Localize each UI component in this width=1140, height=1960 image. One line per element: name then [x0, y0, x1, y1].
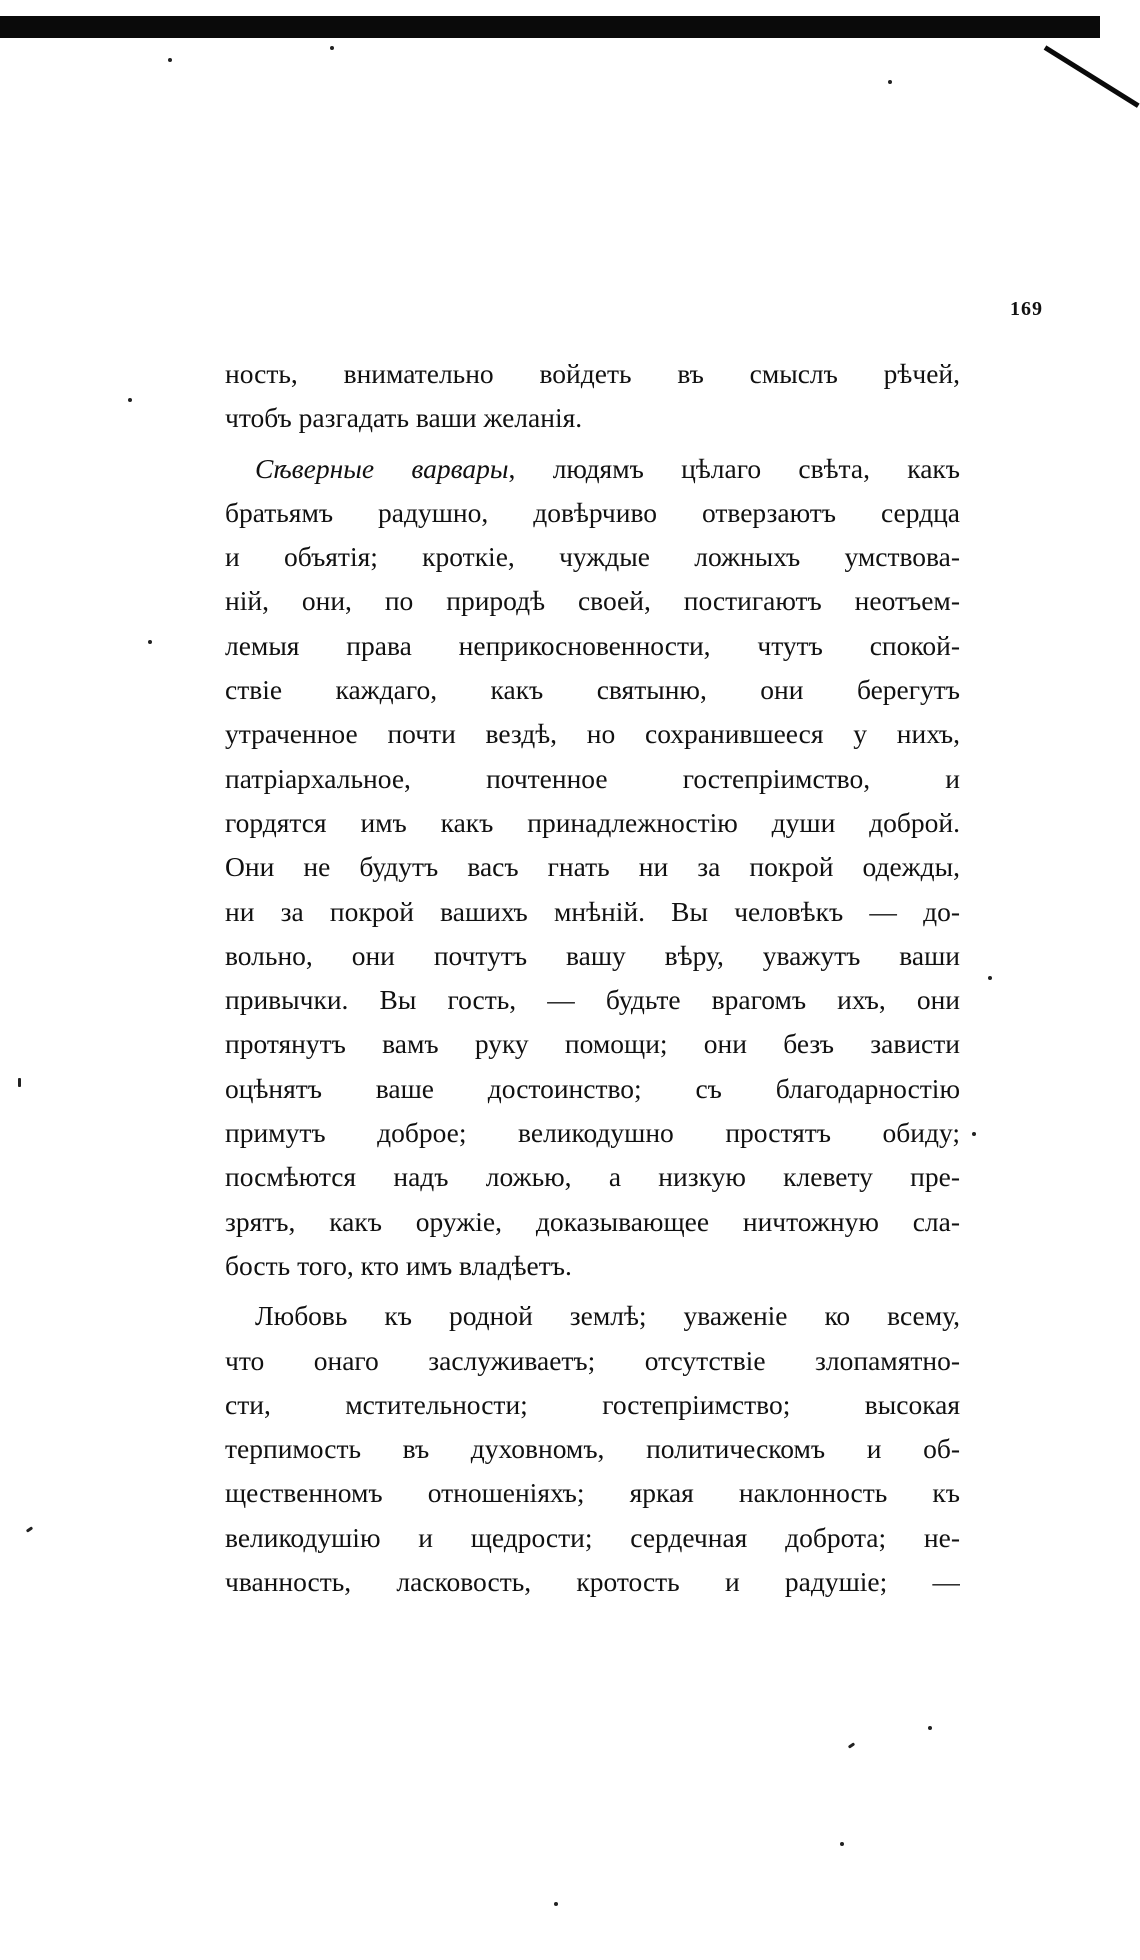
text-line: братьямъ радушно, довѣрчиво отверзаютъ сердца: [225, 496, 960, 528]
text-line: Любовь къ родной землѣ; уваженіе ко всему,: [255, 1300, 960, 1332]
text-line: патріархальное, почтенное гостепріимство, и: [225, 762, 960, 794]
text-line: ствіе каждаго, какъ святыню, они берегутъ: [225, 674, 960, 706]
italic-phrase: Сѣверные варвары: [255, 452, 509, 484]
text-line: чванность, ласковость, кротость и радушіе; —: [225, 1566, 960, 1598]
text-line: ни за покрой вашихъ мнѣній. Вы человѣкъ — до-: [225, 895, 960, 927]
paper-speck: [148, 640, 152, 644]
text-line: терпимость въ духовномъ, политическомъ и об-: [225, 1433, 960, 1465]
paper-speck: [988, 976, 992, 980]
text-line: ность, внимательно войдеть въ смыслъ рѣчей,: [225, 358, 960, 389]
text-line: что онаго заслуживаетъ; отсутствіе злопамятно-: [225, 1344, 960, 1376]
paper-speck: [840, 1842, 844, 1846]
text-line: щественномъ отношеніяхъ; яркая наклонность къ: [225, 1477, 960, 1509]
paper-speck: [128, 398, 132, 402]
text-line: вольно, они почтутъ вашу вѣру, уважутъ ваши: [225, 939, 960, 971]
paper-speck: [554, 1902, 558, 1906]
paper-speck: [330, 46, 334, 50]
text-fragment: , людямъ цѣлаго свѣта, какъ: [508, 452, 960, 484]
text-line: [225, 447, 960, 491]
text-line: протянутъ вамъ руку помощи; они безъ зависти: [225, 1028, 960, 1060]
text-line: ній, они, по природѣ своей, постигаютъ неотъем-: [225, 585, 960, 617]
paper-speck: [168, 58, 172, 62]
text-line: чтобъ разгадать ваши желанія.: [225, 402, 583, 434]
text-line: примутъ доброе; великодушно простятъ обиду;: [225, 1117, 960, 1149]
paper-speck: [928, 1726, 932, 1730]
paper-speck: [18, 1078, 21, 1087]
text-line: утраченное почти вездѣ, но сохранившееся у нихъ,: [225, 718, 960, 750]
body-text: [225, 352, 960, 1604]
text-line: бость того, кто имъ владѣетъ.: [225, 1249, 572, 1281]
paper-speck: [888, 80, 892, 84]
corner-stroke: [1044, 45, 1140, 108]
text-line: посмѣются надъ ложью, а низкую клевету пре-: [225, 1161, 960, 1193]
text-line: гордятся имъ какъ принадлежностію души доброй.: [225, 806, 960, 838]
paper-speck: [972, 1132, 976, 1136]
text-line: сти, мстительности; гостепріимство; высокая: [225, 1388, 960, 1420]
paper-speck: [848, 1742, 855, 1748]
paragraph: [225, 1294, 960, 1604]
text-line: оцѣнятъ ваше достоинство; съ благодарностію: [225, 1072, 960, 1104]
text-line: великодушію и щедрости; сердечная доброта; не-: [225, 1521, 960, 1553]
text-line: Они не будутъ васъ гнать ни за покрой одежды,: [225, 851, 960, 883]
paragraph: [225, 447, 960, 1289]
text-line: зрятъ, какъ оружіе, доказывающее ничтожную сла-: [225, 1205, 960, 1237]
page-number: 169: [1010, 298, 1043, 320]
text-line: привычки. Вы гость, — будьте врагомъ ихъ, они: [225, 984, 960, 1016]
text-line: и объятія; кроткіе, чуждые ложныхъ умствова-: [225, 541, 960, 573]
top-edge-rule: [0, 16, 1100, 38]
paragraph: [225, 352, 960, 441]
paper-speck: [26, 1526, 33, 1532]
text-line: лемыя права неприкосновенности, чтутъ спокой-: [225, 629, 960, 661]
